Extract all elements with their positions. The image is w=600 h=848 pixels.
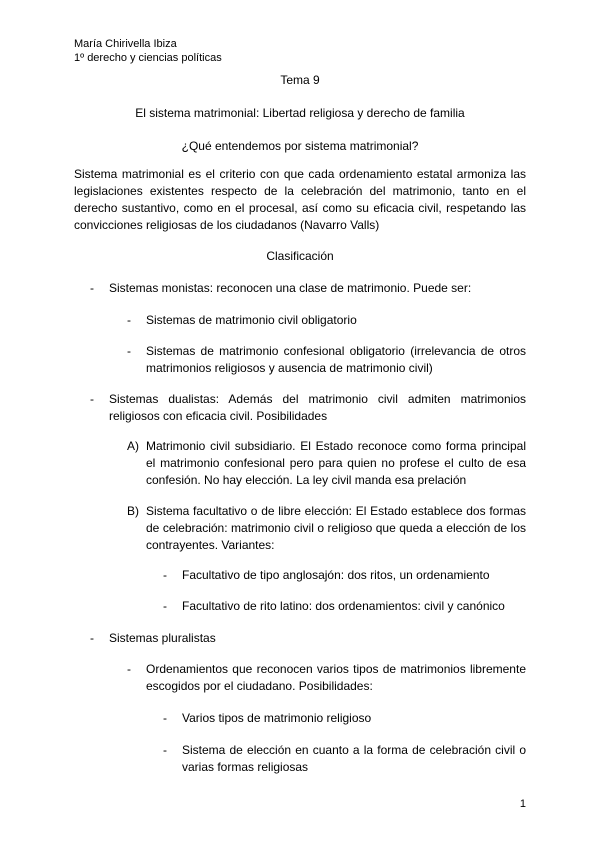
list-item-civil-obligatorio: Sistemas de matrimonio civil obligatorio — [146, 313, 357, 327]
list-bullet: - — [90, 392, 94, 406]
list-item-facultativo: Sistema facultativo o de libre elección: El Estado establece dos formas de celebración: matrimonio civil o religioso que queda a elección de los contrayentes. Variantes: — [146, 504, 526, 552]
question-heading: ¿Qué entendemos por sistema matrimonial? — [181, 139, 419, 153]
list-item-pluralistas: Sistemas pluralistas — [109, 631, 216, 645]
list-item-latino: Facultativo de rito latino: dos ordenamientos: civil y canónico — [182, 599, 505, 613]
list-item-ordenamientos: Ordenamientos que reconocen varios tipos de matrimonios libremente escogidos por el ciudadano. Posibilidades: — [146, 662, 526, 693]
section-title: Clasificación — [266, 249, 334, 263]
author-name: María Chirivella Ibiza — [74, 38, 177, 50]
document-header — [74, 37, 222, 65]
list-item-eleccion-forma: Sistema de elección en cuanto a la forma de celebración civil o varias formas religiosas — [182, 743, 526, 774]
definition-paragraph: Sistema matrimonial es el criterio con que cada ordenamiento estatal armoniza las legislaciones existentes respecto de la celebración del matrimonio, tanto en el derecho sustantivo, como en el procesal, así como su eficacia civil, respetando las convicciones religiosas de los ciudadanos (Navarro Valls) — [74, 167, 526, 232]
list-bullet: - — [90, 281, 94, 295]
list-bullet: - — [163, 568, 167, 582]
list-marker-a: A) — [127, 439, 139, 453]
list-item-monistas: Sistemas monistas: reconocen una clase de matrimonio. Puede ser: — [109, 281, 472, 295]
list-bullet: - — [163, 711, 167, 725]
list-bullet: - — [90, 631, 94, 645]
document-title: El sistema matrimonial: Libertad religiosa y derecho de familia — [135, 106, 465, 120]
list-item-varios-religiosos: Varios tipos de matrimonio religioso — [182, 711, 372, 725]
list-marker-b: B) — [127, 504, 139, 518]
topic-heading: Tema 9 — [280, 73, 320, 87]
page-number: 1 — [519, 798, 526, 810]
list-item-anglosajon: Facultativo de tipo anglosajón: dos ritos, un ordenamiento — [182, 568, 490, 582]
list-bullet: - — [127, 344, 131, 358]
list-bullet: - — [163, 599, 167, 613]
list-item-confesional-obligatorio: Sistemas de matrimonio confesional obligatorio (irrelevancia de otros matrimonios religiosos y ausencia de matrimonio civil) — [146, 344, 526, 375]
list-bullet: - — [163, 743, 167, 757]
course-name: 1º derecho y ciencias políticas — [74, 52, 222, 64]
list-item-subsidiario: Matrimonio civil subsidiario. El Estado reconoce como forma principal el matrimonio confesional pero para quien no profese el culto de esa confesión. No hay elección. La ley civil manda esa prelación — [146, 439, 526, 487]
list-item-dualistas: Sistemas dualistas: Además del matrimonio civil admiten matrimonios religiosos con eficacia civil. Posibilidades — [109, 392, 526, 423]
list-bullet: - — [127, 313, 131, 327]
list-bullet: - — [127, 662, 131, 676]
